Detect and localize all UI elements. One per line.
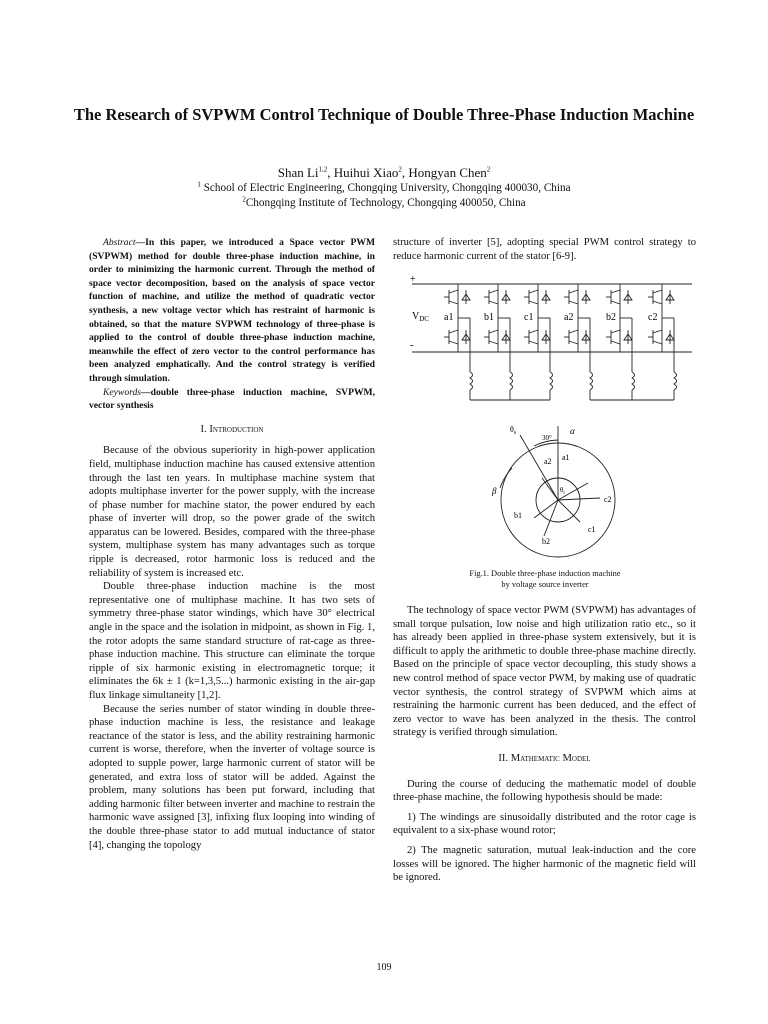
section-title: Introduction bbox=[209, 423, 264, 435]
winding-label: b2 bbox=[542, 537, 550, 546]
author-line: Shan Li$^{1,2}$, Huihui Xiao$^2$, Hongyan Chen$^2$ bbox=[277, 165, 491, 180]
figure-caption bbox=[395, 568, 695, 590]
paragraph: Because of the obvious superiority in high-power application field, multiphase induction machine has caused extensive attention through the last ten years. In multiphase machine system that adopts multiphase inverter for the power supply, with the increase of phase number for machine stator, the power endured by each phase of inverter will drop, so the power grade of the switch apparatus can be lowered. Besides, compared with the three-phase system, multiphase system has many advantages such as torque ripple is decreased, rotor harmonic loss is reduced and the reliability of system is increased etc. bbox=[89, 445, 375, 579]
affiliation-text: School of Electric Engineering, Chongqing University, Chongqing 400030, China bbox=[203, 182, 571, 194]
section-heading bbox=[89, 423, 375, 437]
page-number: 109 bbox=[376, 962, 392, 973]
inverter-leg bbox=[648, 284, 677, 400]
author-name: Huihui Xiao bbox=[333, 165, 399, 180]
paragraph: The technology of space vector PWM (SVPWM) has advantages of small torque pulsation, low noise and high utilization ratio etc., so it has already been applied in three-phase system extensively, but it is difficult to apply the arithmetic to double three-phase machine directly. Based on the principle of space vector decoupling, this study shows a new control method of space vector PWM, by making use of quadratic vector synthesis, the control strategy of SVPWM which aims at restraining the harmonic current has been deduced, and the effect of zero vector to wave has been analyzed in the thesis. The control strategy is verified through simulation. bbox=[393, 605, 696, 739]
phase-label: a1 bbox=[444, 312, 454, 323]
affiliation-sup: 1 bbox=[197, 180, 201, 189]
phase-label: b1 bbox=[484, 312, 494, 323]
author-sup: 1,2 bbox=[318, 165, 328, 174]
left-column bbox=[89, 236, 375, 852]
abstract bbox=[89, 236, 375, 386]
phase-label: b2 bbox=[606, 312, 616, 323]
affiliation-text: Chongqing Institute of Technology, Chongqing 400050, China bbox=[245, 197, 526, 209]
affiliation-sup: 2 bbox=[242, 195, 246, 204]
list-item: 2) The magnetic saturation, mutual leak-induction and the core losses will be ignored. The higher harmonic of the magnetic field will be ignored. bbox=[393, 844, 696, 884]
inverter-leg bbox=[484, 284, 513, 400]
phase-label: a2 bbox=[564, 312, 574, 323]
right-column-bottom bbox=[393, 604, 696, 885]
author-name: Hongyan Chen bbox=[408, 165, 487, 180]
paper-title: The Research of SVPWM Control Technique of Double Three-Phase Induction Machine bbox=[73, 105, 695, 124]
winding-label: b1 bbox=[514, 511, 522, 520]
angle-label: 30° bbox=[542, 434, 552, 442]
section-title: Mathematic Model bbox=[510, 752, 591, 764]
abstract-label: Abstract bbox=[103, 237, 136, 248]
inverter-leg bbox=[606, 284, 635, 400]
inverter-circuit-diagram bbox=[400, 276, 700, 414]
paragraph: Because the series number of stator winding in double three-phase induction machine is less, the resistance and leakage reactance of the stator is less, and the ability restraining harmonic current is worse, therefore, when the inverter of voltage source is adopted to supple power, large harmonic current of stator will be generated, and extra loss of stator will be added. Against the problem, many solutions has been put forward, including that adding harmonic filter between inverter and machine to restrain the harmonic wave assigned [3], infixing flux looping into winding of the double three-phase stator to add mutual inductance of stator [4], changing the topology bbox=[89, 703, 375, 851]
paragraph: structure of inverter [5], adopting special PWM control strategy to reduce harmonic current of the stator [6-9]. bbox=[393, 237, 696, 262]
author-sup: 2 bbox=[486, 165, 491, 174]
phase-label: c1 bbox=[524, 312, 534, 323]
affiliation-2 bbox=[0, 196, 768, 210]
alpha-axis-label: α bbox=[570, 426, 575, 436]
winding-label: a2 bbox=[544, 457, 552, 466]
inverter-leg bbox=[524, 284, 553, 400]
machine-winding-diagram bbox=[478, 418, 638, 566]
caption-line: Fig.1. Double three-phase induction machine bbox=[469, 569, 621, 578]
author-sup: 2 bbox=[398, 165, 402, 174]
section-number: II. bbox=[498, 752, 509, 764]
winding-label: c1 bbox=[588, 525, 596, 534]
theta-r-label: $\theta_r$ bbox=[560, 486, 566, 496]
affiliation-1 bbox=[0, 181, 768, 195]
abstract-text: —In this paper, we introduced a Space vector PWM (SVPWM) method for double three-phase induction machine, in order to minimizing the harmonic current. Through the method of space vector decomposition, based on the analysis of space vector function of machine, and utilize the method of quadratic vector synthesis, a new voltage vector which has restraint of harmonic is obtained, so that the mature SVPWM technology of three-phase is applied to the control of double three-phase induction machine, meanwhile the effect of zero vector to the control performance has been analyzed emphatically. And the control strategy is verified through simulation. bbox=[89, 237, 375, 384]
paragraph: Double three-phase induction machine is the most representative one of multiphase machine. It has two sets of symmetry three-phase stator windings, which have 30° electrical angle in the space and the isolation in midpoint, as shown in Fig. 1, the rotor adopts the same standard structure of rat-cage as three-phase induction machine. This structure can eliminate the torque ripple of six harmonic existing in electromagnetic torque; it eliminates the 6k ± 1 (k=1,3,5...) harmonic existing in the air-gap flux linkage simultaneity [1,2]. bbox=[89, 581, 375, 701]
dc-plus-label: + bbox=[410, 276, 416, 285]
theta-s-label: $\theta_s$ bbox=[510, 425, 517, 436]
vdc-label: $V_{DC}$ bbox=[412, 311, 429, 323]
paragraph: During the course of deducing the mathematic model of double three-phase machine, the following hypothesis should be made: bbox=[393, 778, 696, 804]
inverter-leg bbox=[564, 284, 593, 400]
keywords-label: Keywords bbox=[103, 386, 142, 398]
keywords bbox=[89, 386, 375, 413]
inverter-leg bbox=[444, 284, 473, 400]
list-item: 1) The windings are sinusoidally distributed and the rotor cage is equivalent to a six-phase wound rotor; bbox=[393, 811, 696, 837]
section-heading bbox=[393, 752, 696, 766]
beta-axis-label: β bbox=[492, 486, 497, 496]
dc-minus-label: - bbox=[410, 339, 414, 351]
section-number: I. bbox=[200, 423, 207, 435]
author-name: Shan Li bbox=[277, 165, 319, 180]
keywords-text: —double three-phase induction machine, SVPWM, vector synthesis bbox=[89, 386, 375, 412]
phase-label: c2 bbox=[648, 312, 658, 323]
winding-label: a1 bbox=[562, 453, 570, 462]
caption-line: by voltage source inverter bbox=[501, 580, 589, 589]
winding-label: c2 bbox=[604, 495, 612, 504]
right-column-top bbox=[393, 236, 696, 263]
